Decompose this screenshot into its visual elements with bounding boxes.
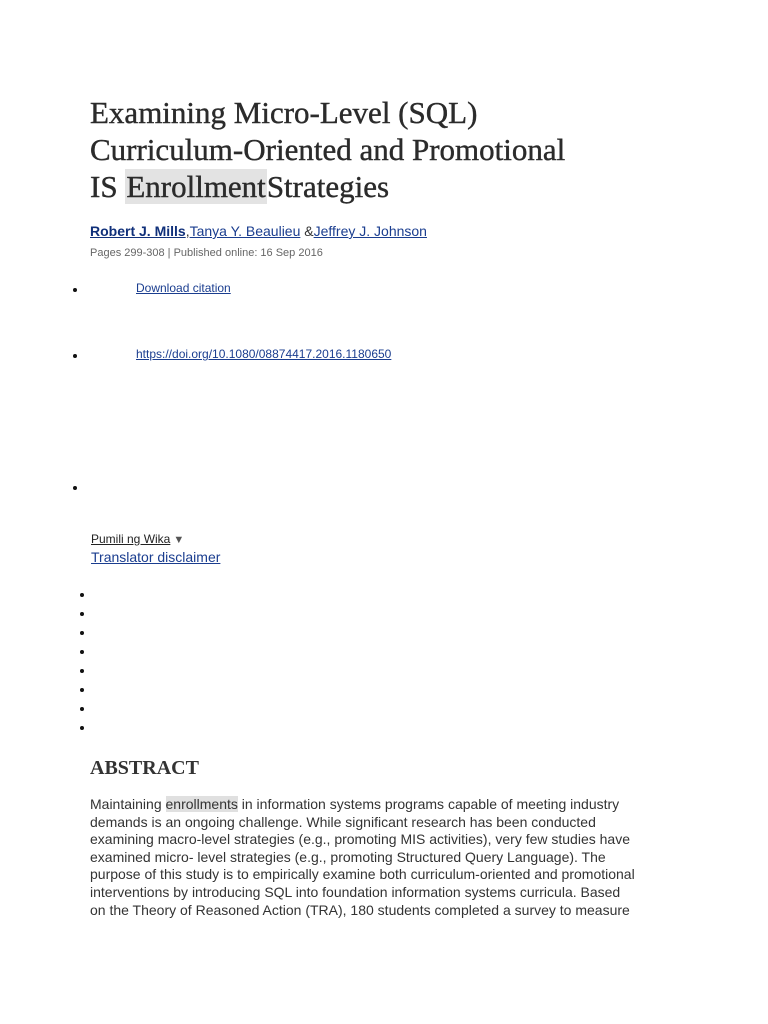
share-list-bullet: [80, 688, 84, 692]
abstract-line: examined micro- level strategies (e.g., promoting Structured Query Language). The: [90, 848, 606, 865]
list-bullet: [73, 288, 77, 292]
title-line-2: Curriculum-Oriented and Promotional: [90, 132, 566, 167]
abstract-line-1-prefix: Maintaining: [90, 796, 166, 812]
dropdown-arrow-icon: ▼: [173, 534, 185, 546]
download-citation-link[interactable]: Download citation: [136, 281, 231, 295]
title-line-3: [90, 168, 710, 205]
abstract-highlighted-term: enrollments: [165, 796, 238, 812]
abstract-line: on the Theory of Reasoned Action (TRA), 180 students completed a survey to measure: [90, 901, 630, 918]
abstract-text: [90, 796, 690, 919]
list-bullet: [73, 354, 77, 358]
title-line-3-prefix: IS: [90, 169, 126, 204]
share-list-bullet: [80, 650, 84, 654]
abstract-line: interventions by introducing SQL into foundation information systems curricula. Based: [90, 883, 621, 900]
share-list-bullet: [80, 631, 84, 635]
translator-disclaimer-link[interactable]: Translator disclaimer: [91, 549, 221, 565]
author-separator: &: [300, 223, 314, 239]
abstract-heading: ABSTRACT: [90, 757, 199, 779]
author-link-robert-mills[interactable]: Robert J. Mills: [90, 223, 186, 239]
abstract-line: examining macro-level strategies (e.g., promoting MIS activities), very few studies have: [90, 831, 630, 848]
author-list: [90, 223, 427, 240]
share-list-bullet: [80, 707, 84, 711]
abstract-line: demands is an ongoing challenge. While significant research has been conducted: [90, 813, 596, 830]
title-line-1: Examining Micro-Level (SQL): [90, 95, 478, 130]
list-bullet: [73, 486, 77, 490]
author-separator: ,: [185, 223, 190, 239]
share-list-bullet: [80, 669, 84, 673]
author-link-tanya-beaulieu[interactable]: Tanya Y. Beaulieu: [189, 223, 301, 239]
publication-info: Pages 299-308 | Published online: 16 Sep 2016: [90, 247, 323, 259]
title-line-3-suffix: Strategies: [266, 169, 390, 204]
language-select[interactable]: [91, 532, 184, 547]
author-link-jeffrey-johnson[interactable]: Jeffrey J. Johnson: [313, 223, 427, 239]
abstract-line: [90, 796, 690, 814]
share-list-bullet: [80, 593, 84, 597]
article-title: [90, 94, 710, 205]
abstract-line: purpose of this study is to empirically examine both curriculum-oriented and promotional: [90, 866, 635, 883]
abstract-line-1-suffix: in information systems programs capable of meeting industry: [237, 796, 620, 812]
title-highlighted-term: Enrollment: [126, 169, 266, 204]
share-list-bullet: [80, 726, 84, 730]
doi-link[interactable]: https://doi.org/10.1080/08874417.2016.1180650: [136, 347, 392, 361]
share-list-bullet: [80, 612, 84, 616]
language-select-label: Pumili ng Wika: [91, 532, 171, 546]
